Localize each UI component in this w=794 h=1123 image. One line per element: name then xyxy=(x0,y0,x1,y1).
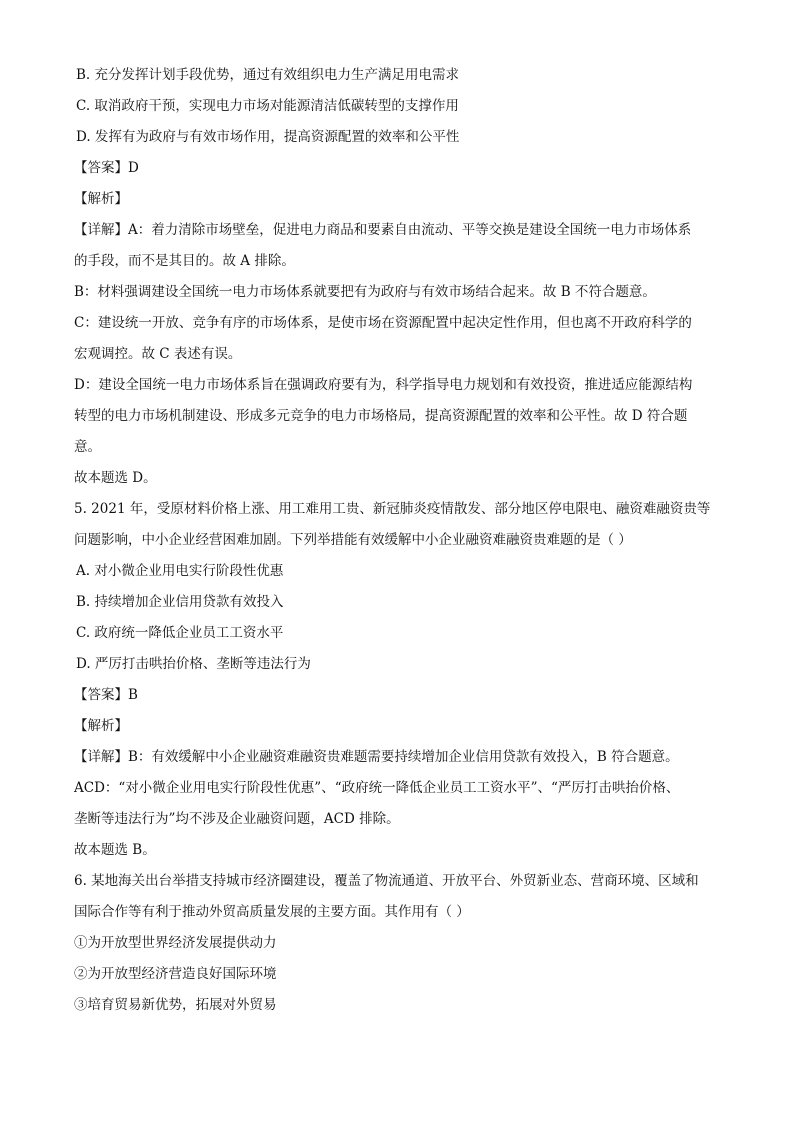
option-d-line: D. 发挥有为政府与有效市场作用，提高资源配置的效率和公平性 xyxy=(76,129,460,145)
explanation-line: C：建设统一开放、竞争有序的市场体系，是使市场在资源配置中起决定性作用，但也离不开政府科学的 xyxy=(74,315,692,331)
option-b-line: B. 持续增加企业信用贷款有效投入 xyxy=(76,594,284,610)
conclusion-line: 故本题选 D。 xyxy=(74,470,157,486)
question-5-stem: 5. 2021 年，受原材料价格上涨、用工难用工贵、新冠肺炎疫情散发、部分地区停电限电、融资难融资贵等 xyxy=(74,501,711,517)
explanation-line: 意。 xyxy=(74,439,101,455)
explanation-line: 宏观调控。故 C 表述有误。 xyxy=(74,346,242,362)
statement-3: ③培育贸易新优势，拓展对外贸易 xyxy=(74,997,277,1013)
option-c-line: C. 取消政府干预，实现电力市场对能源清洁低碳转型的支撑作用 xyxy=(76,98,459,114)
explanation-line: 转型的电力市场机制建设、形成多元竞争的电力市场格局，提高资源配置的效率和公平性。故 D 符合题 xyxy=(74,408,688,424)
question-6-stem: 国际合作等有利于推动外贸高质量发展的主要方面。其作用有（ ） xyxy=(74,904,470,920)
analysis-label: 【解析】 xyxy=(74,191,128,207)
explanation-line: D：建设全国统一电力市场体系旨在强调政府要有为，科学指导电力规划和有效投资，推进适应能源结构 xyxy=(74,377,693,393)
explanation-line: 【详解】A：着力清除市场壁垒，促进电力商品和要素自由流动、平等交换是建设全国统一电力市场体系 xyxy=(74,222,692,238)
explanation-line: 垄断等违法行为”均不涉及企业融资问题，ACD 排除。 xyxy=(74,811,400,827)
explanation-line: 【详解】B：有效缓解中小企业融资难融资贵难题需要持续增加企业信用贷款有效投入，B 符合题意。 xyxy=(74,749,679,765)
statement-2: ②为开放型经济营造良好国际环境 xyxy=(74,966,277,982)
question-5-stem: 问题影响，中小企业经营困难加剧。下列举措能有效缓解中小企业融资难融资贵难题的是（ ） xyxy=(74,532,632,548)
explanation-line: B：材料强调建设全国统一电力市场体系就要把有为政府与有效市场结合起来。故 B 不符合题意。 xyxy=(74,284,656,300)
explanation-line: ACD：“对小微企业用电实行阶段性优惠”、“政府统一降低企业员工工资水平”、“严厉打击哄抬价格、 xyxy=(74,780,680,796)
option-a-line: A. 对小微企业用电实行阶段性优惠 xyxy=(76,563,284,579)
explanation-line: 的手段，而不是其目的。故 A 排除。 xyxy=(74,253,295,269)
option-b-line: B. 充分发挥计划手段优势，通过有效组织电力生产满足用电需求 xyxy=(76,67,460,83)
analysis-label: 【解析】 xyxy=(74,718,128,734)
question-6-stem: 6. 某地海关出台举措支持城市经济圈建设，覆盖了物流通道、开放平台、外贸新业态、营商环境、区域和 xyxy=(74,873,699,889)
option-d-line: D. 严厉打击哄抬价格、垄断等违法行为 xyxy=(76,656,311,672)
answer-label: 【答案】B xyxy=(74,687,138,703)
answer-label: 【答案】D xyxy=(74,160,139,176)
statement-1: ①为开放型世界经济发展提供动力 xyxy=(74,935,277,951)
option-c-line: C. 政府统一降低企业员工工资水平 xyxy=(76,625,284,641)
conclusion-line: 故本题选 B。 xyxy=(74,842,156,858)
